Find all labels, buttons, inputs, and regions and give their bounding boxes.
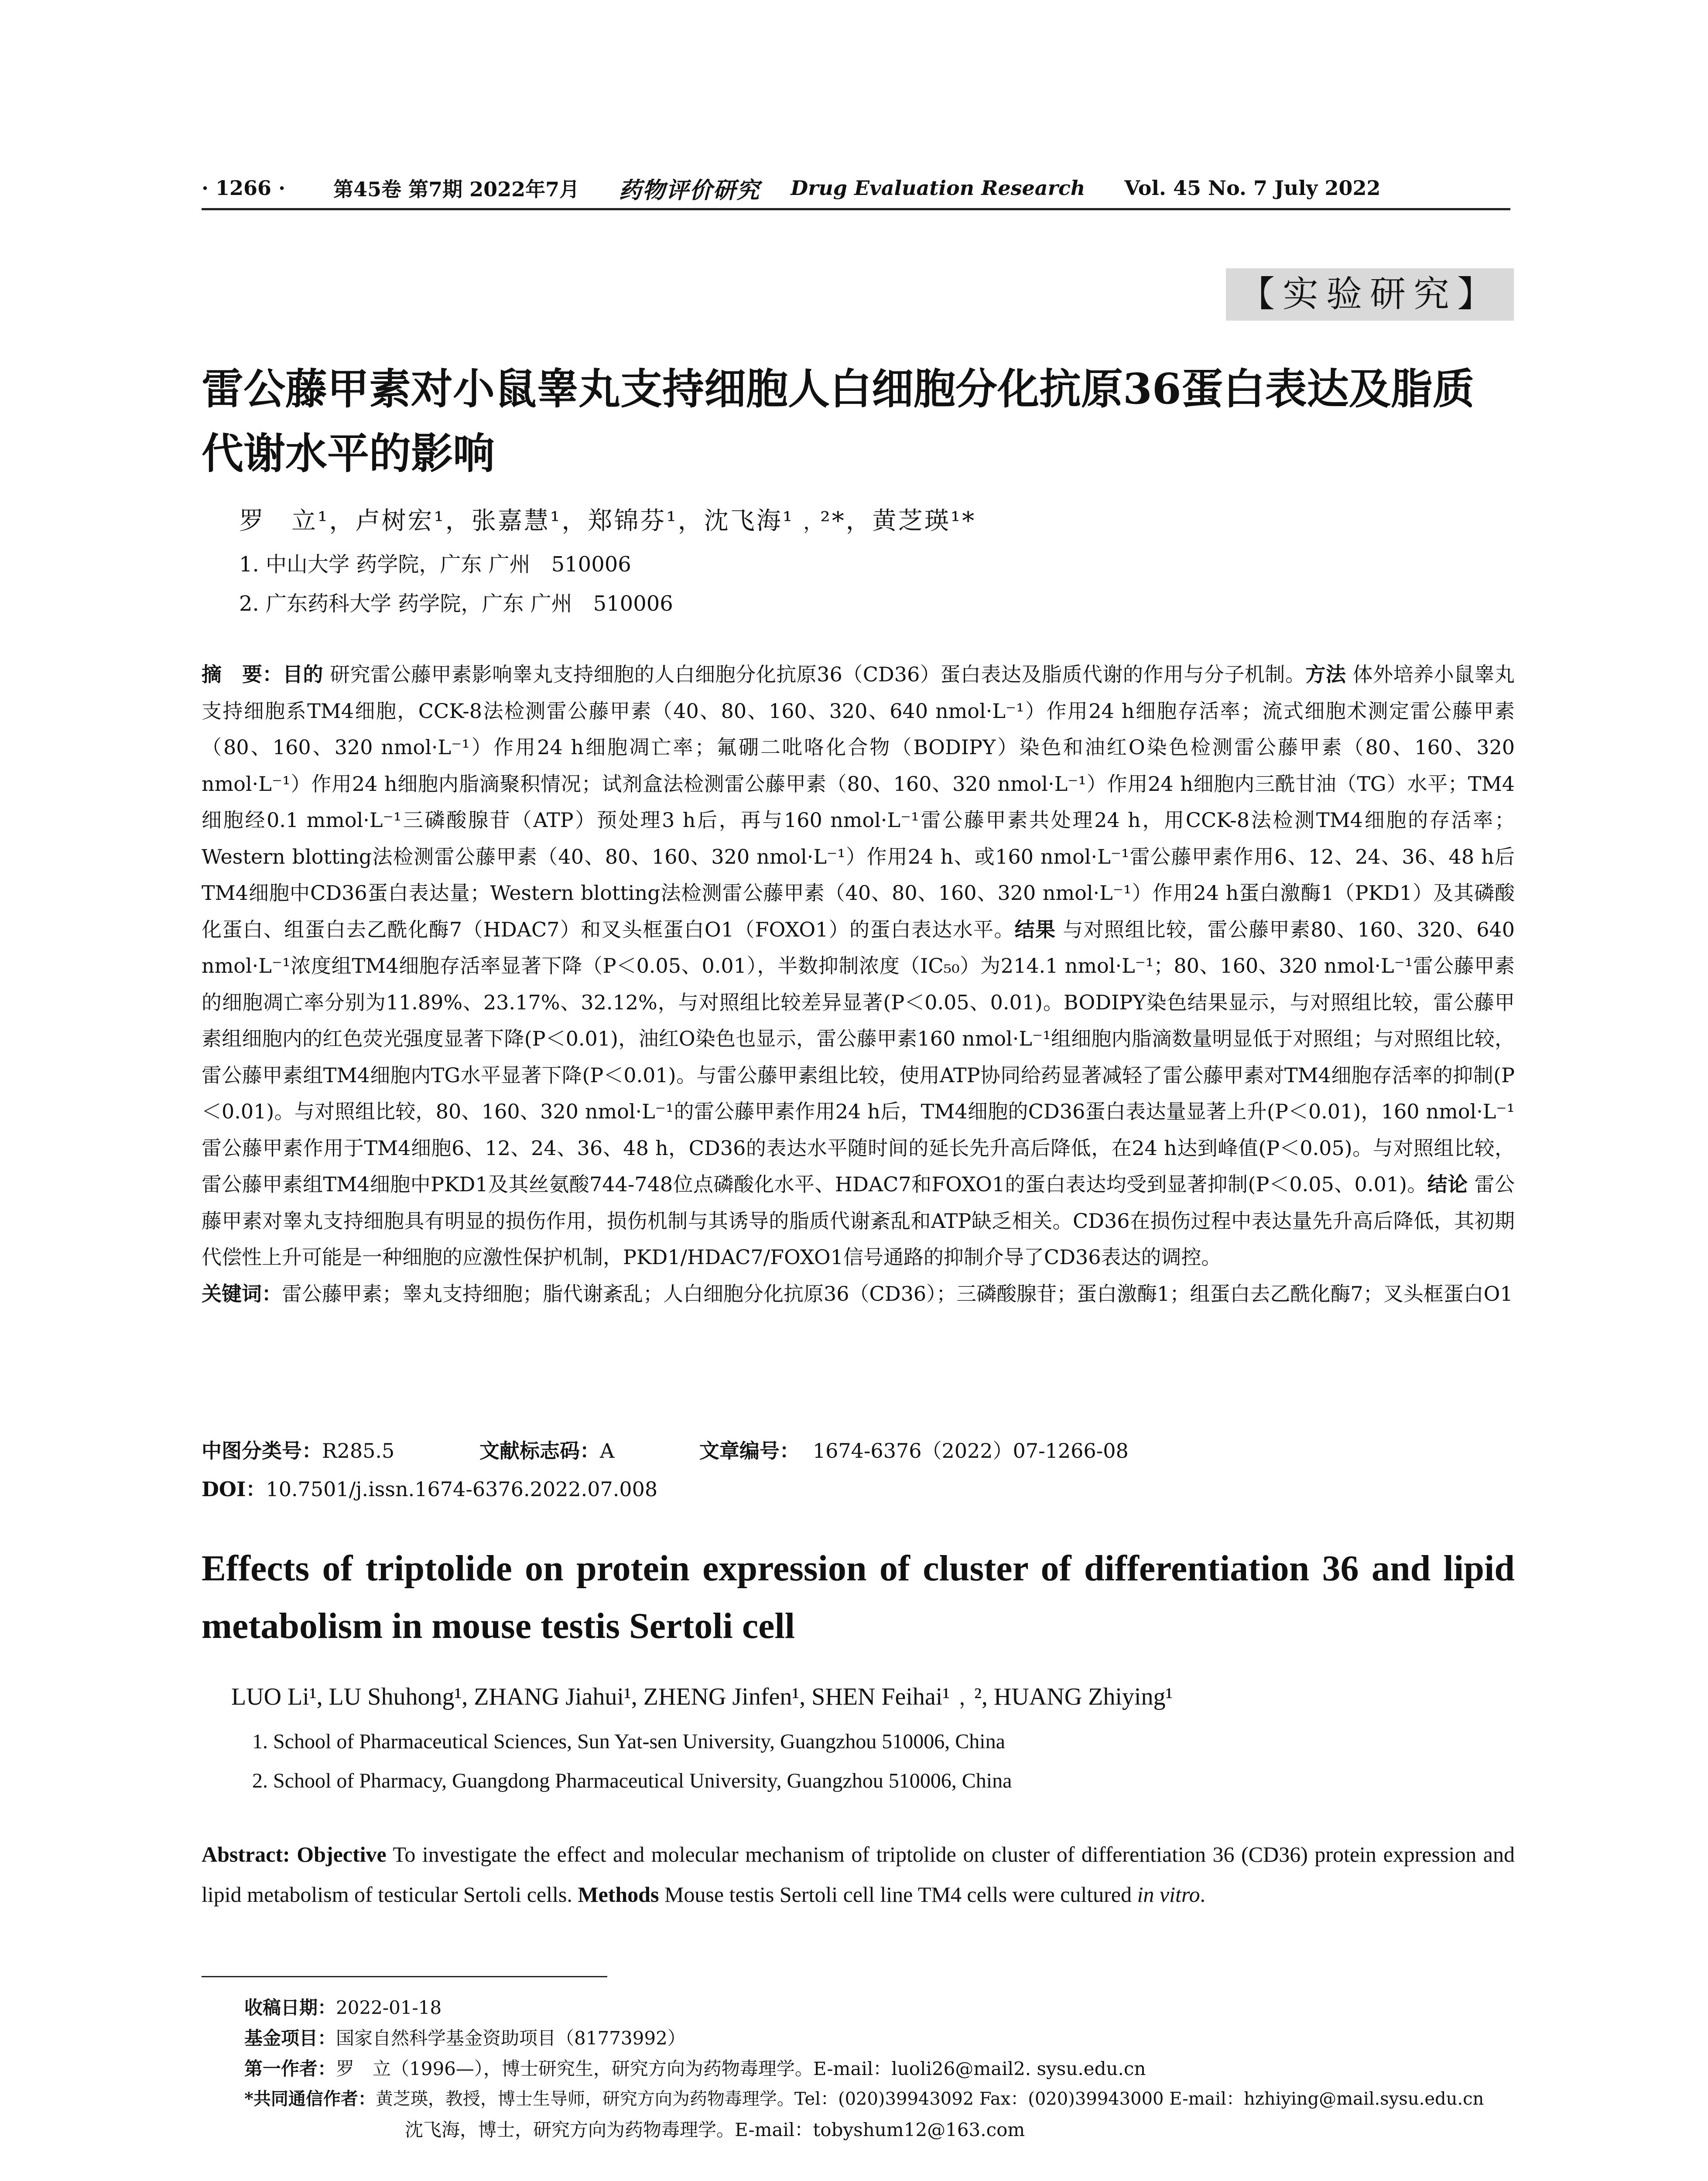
results-text: 与对照组比较，雷公藤甲素80、160、320、640 nmol·L⁻¹浓度组TM4细胞存活率显著下降（P＜0.05、0.01），半数抑制浓度（IC₅₀）为214.1 nmol·L⁻¹；80、160、320 nmol·L⁻¹雷公藤甲素的细胞凋亡率分别为11.89%、23.17%、32.12%，与对照组比较差异显著(P＜0.05、0.01)。BODIPY染色结果显示，与对照组比较，雷公藤甲素组细胞内的红色荧光强度显著下降(P＜0.01)，油红O染色也显示，雷公藤甲素160 nmol·L⁻¹组细胞内脂滴数量明显低于对照组；与对照组比较，雷公藤甲素组TM4细胞内TG水平显著下降(P＜0.01)。与雷公藤甲素组比较，使用ATP协同给药显著减轻了雷公藤甲素对TM4细胞存活率的抑制(P＜0.01)。与对照组比较，80、160、320 nmol·L⁻¹的雷公藤甲素作用24 h后，TM4细胞的CD36蛋白表达量显著上升(P＜0.01)，160 nmol·L⁻¹雷公藤甲素作用于TM4细胞6、12、24、36、48 h，CD36的表达水平随时间的延长先升高后降低，在24 h达到峰值(P＜0.05)。与对照组比较，雷公藤甲素组TM4细胞中PKD1及其丝氨酸744-748位点磷酸化水平、HDAC7和FOXO1的蛋白表达均受到显著抑制(P＜0.05、0.01)。 bbox=[202, 917, 1515, 1196]
first-author-label: 第一作者： bbox=[244, 2058, 336, 2079]
affiliation-cn-1: 1. 中山大学 药学院，广东 广州 510006 bbox=[239, 552, 631, 577]
fund-value: 国家自然科学基金资助项目（81773992） bbox=[336, 2027, 686, 2049]
abstract-label: 摘 要： bbox=[202, 663, 283, 686]
keywords-text: 雷公藤甲素；睾丸支持细胞；脂代谢紊乱；人白细胞分化抗原36（CD36）；三磷酸腺苷；蛋白激酶1；组蛋白去乙酰化酶7；叉头框蛋白O1 bbox=[282, 1282, 1513, 1306]
doi-label: DOI： bbox=[202, 1477, 266, 1501]
footnote-corresponding-2: 沈飞海，博士，研究方向为药物毒理学。E-mail：tobyshum12@163.com bbox=[405, 2119, 1025, 2140]
methods-en-label: Methods bbox=[578, 1882, 659, 1907]
corr-label: *共同通信作者： bbox=[244, 2089, 376, 2109]
abstract-en-end: . bbox=[1200, 1882, 1205, 1907]
in-vitro-text: in vitro bbox=[1137, 1882, 1200, 1907]
objective-label: 目的 bbox=[283, 663, 324, 686]
footnote-rule bbox=[202, 1976, 607, 1977]
conclusion-label: 结论 bbox=[1427, 1173, 1468, 1196]
section-tag: 【实验研究】 bbox=[1226, 268, 1514, 321]
methods-text: 体外培养小鼠睾丸支持细胞系TM4细胞，CCK-8法检测雷公藤甲素（40、80、160、320、640 nmol·L⁻¹）作用24 h细胞存活率；流式细胞术测定雷公藤甲素（80、160、320 nmol·L⁻¹）作用24 h细胞凋亡率；氟硼二吡咯化合物（BODIPY）染色和油红O染色检测雷公藤甲素（80、160、320 nmol·L⁻¹）作用24 h细胞内脂滴聚积情况；试剂盒法检测雷公藤甲素（80、160、320 nmol·L⁻¹）作用24 h细胞内三酰甘油（TG）水平；TM4细胞经0.1 mmol·L⁻¹三磷酸腺苷（ATP）预处理3 h后，再与160 nmol·L⁻¹雷公藤甲素共处理24 h，用CCK-8法检测TM4细胞的存活率；Western blotting法检测雷公藤甲素（40、80、160、320 nmol·L⁻¹）作用24 h、或160 nmol·L⁻¹雷公藤甲素作用6、12、24、36、48 h后TM4细胞中CD36蛋白表达量；Western blotting法检测雷公藤甲素（40、80、160、320 nmol·L⁻¹）作用24 h蛋白激酶1（PKD1）及其磷酸化蛋白、组蛋白去乙酰化酶7（HDAC7）和叉头框蛋白O1（FOXO1）的蛋白表达水平。 bbox=[202, 663, 1515, 941]
journal-logo-cn: 药物评价研究 bbox=[619, 177, 760, 204]
affiliation-cn-2: 2. 广东药科大学 药学院，广东 广州 510006 bbox=[239, 591, 673, 616]
running-header bbox=[202, 168, 1510, 210]
methods-label: 方法 bbox=[1305, 663, 1346, 686]
issue-cn: 第45卷 第7期 2022年7月 bbox=[333, 178, 580, 201]
corr-author-1: 黄芝瑛，教授，博士生导师，研究方向为药物毒理学。Tel：(020)39943092 Fax：(020)39943000 E-mail：hzhiying@mail.sysu.edu.cn bbox=[375, 2089, 1484, 2109]
fund-label: 基金项目： bbox=[244, 2027, 336, 2049]
title-en: Effects of triptolide on protein expression of cluster of differentiation 36 and lipid metabolism in mouse testis Sertoli cell bbox=[202, 1548, 1515, 1646]
affiliation-en-2: 2. School of Pharmacy, Guangdong Pharmaceutical University, Guangzhou 510006, China bbox=[252, 1769, 1012, 1792]
methods-en-text: Mouse testis Sertoli cell line TM4 cells were cultured bbox=[659, 1882, 1137, 1907]
abstract-cn bbox=[202, 656, 1515, 1312]
clc-label: 中图分类号： bbox=[202, 1439, 322, 1463]
doc-code-value: A bbox=[599, 1439, 615, 1463]
journal-name-en: Drug Evaluation Research bbox=[791, 176, 1085, 200]
title-cn: 雷公藤甲素对小鼠睾丸支持细胞人白细胞分化抗原36蛋白表达及脂质代谢水平的影响 bbox=[202, 364, 1475, 478]
doi-value[interactable]: 10.7501/j.issn.1674-6376.2022.07.008 bbox=[266, 1477, 658, 1501]
abstract-en-label: Abstract: bbox=[202, 1842, 290, 1866]
affiliation-en-1: 1. School of Pharmaceutical Sciences, Sun Yat-sen University, Guangzhou 510006, China bbox=[252, 1730, 1005, 1753]
classification-line bbox=[202, 1435, 1129, 1464]
conclusion-text: 雷公藤甲素对睾丸支持细胞具有明显的损伤作用，损伤机制与其诱导的脂质代谢紊乱和ATP缺乏相关。CD36在损伤过程中表达量先升高后降低，其初期代偿性上升可能是一种细胞的应激性保护机制，PKD1/HDAC7/FOXO1信号通路的抑制介导了CD36表达的调控。 bbox=[202, 1173, 1515, 1269]
received-value: 2022-01-18 bbox=[336, 1997, 442, 2018]
objective-en-label: Objective bbox=[297, 1842, 387, 1866]
article-no-label: 文章编号： bbox=[699, 1439, 800, 1463]
first-author-value: 罗 立（1996—），博士研究生，研究方向为药物毒理学。E-mail：luoli26@mail2. sysu.edu.cn bbox=[336, 2058, 1146, 2079]
authors-en: LUO Li¹, LU Shuhong¹, ZHANG Jiahui¹, ZHENG Jinfen¹, SHEN Feihai¹﹐², HUANG Zhiying¹ bbox=[231, 1683, 1173, 1710]
footnote-first-author bbox=[244, 2055, 1146, 2081]
received-label: 收稿日期： bbox=[244, 1997, 336, 2018]
doi-line bbox=[202, 1473, 657, 1502]
objective-text: 研究雷公藤甲素影响睾丸支持细胞的人白细胞分化抗原36（CD36）蛋白表达及脂质代谢的作用与分子机制。 bbox=[323, 663, 1306, 686]
doc-code-label: 文献标志码： bbox=[479, 1439, 600, 1463]
page-number: · 1266 · bbox=[202, 176, 286, 200]
footnote-corresponding bbox=[244, 2085, 1484, 2110]
footnote-received bbox=[244, 1993, 442, 2020]
objective-en-text: To investigate the effect and molecular mechanism of triptolide on cluster of differentiation 36 (CD36) protein expression and lipid metabolism of testicular Sertoli cells. bbox=[202, 1842, 1515, 1907]
abstract-en bbox=[202, 1834, 1515, 1914]
keywords-label: 关键词： bbox=[202, 1282, 282, 1306]
article-no-value: 1674-6376（2022）07-1266-08 bbox=[812, 1439, 1129, 1463]
results-label: 结果 bbox=[1014, 917, 1056, 941]
clc-value: R285.5 bbox=[322, 1439, 395, 1463]
authors-cn: 罗 立¹，卢树宏¹，张嘉慧¹，郑锦芬¹，沈飞海¹﹐²*，黄芝瑛¹* bbox=[239, 507, 976, 535]
issue-en: Vol. 45 No. 7 July 2022 bbox=[1124, 176, 1381, 200]
footnote-fund bbox=[244, 2024, 686, 2050]
